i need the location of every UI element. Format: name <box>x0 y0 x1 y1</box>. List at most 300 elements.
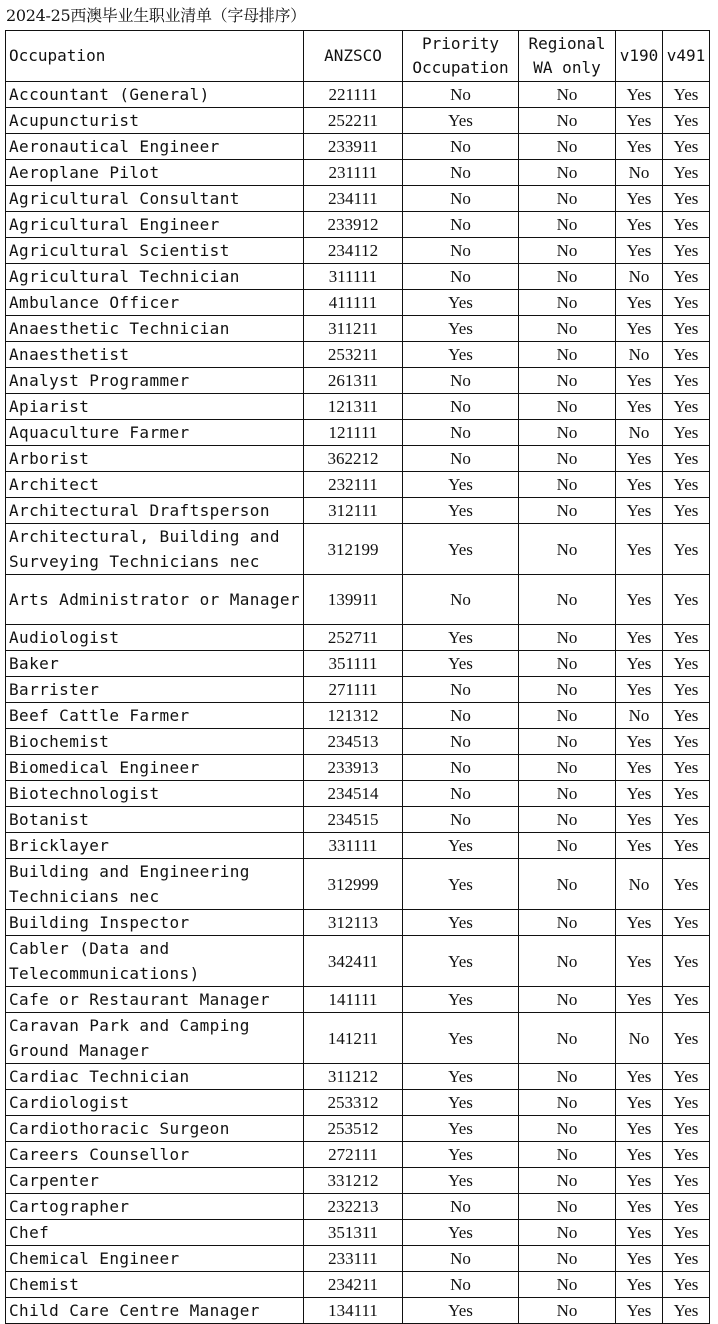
table-row <box>6 1298 710 1324</box>
header-occupation: Occupation <box>6 31 304 82</box>
cell-occupation: Biochemist <box>6 729 304 755</box>
cell-v491: Yes <box>663 910 710 936</box>
cell-priority-occupation: Yes <box>403 316 519 342</box>
cell-anzsco: 411111 <box>304 290 403 316</box>
cell-v190: Yes <box>616 936 663 987</box>
cell-occupation: Agricultural Scientist <box>6 238 304 264</box>
cell-anzsco: 253211 <box>304 342 403 368</box>
cell-v491: Yes <box>663 1116 710 1142</box>
cell-v491: Yes <box>663 134 710 160</box>
cell-v190: No <box>616 160 663 186</box>
cell-anzsco: 232111 <box>304 472 403 498</box>
cell-anzsco: 139911 <box>304 575 403 625</box>
table-row <box>6 498 710 524</box>
cell-v190: Yes <box>616 1064 663 1090</box>
cell-occupation: Caravan Park and Camping Ground Manager <box>6 1013 304 1064</box>
cell-regional-wa-only: No <box>519 703 616 729</box>
cell-occupation: Agricultural Technician <box>6 264 304 290</box>
table-row <box>6 859 710 910</box>
cell-regional-wa-only: No <box>519 625 616 651</box>
table-row <box>6 575 710 625</box>
cell-v491: Yes <box>663 1090 710 1116</box>
table-row <box>6 342 710 368</box>
table-row <box>6 238 710 264</box>
cell-occupation: Biomedical Engineer <box>6 755 304 781</box>
cell-v190: Yes <box>616 316 663 342</box>
cell-regional-wa-only: No <box>519 859 616 910</box>
cell-regional-wa-only: No <box>519 134 616 160</box>
cell-v491: Yes <box>663 936 710 987</box>
cell-occupation: Architectural Draftsperson <box>6 498 304 524</box>
cell-regional-wa-only: No <box>519 677 616 703</box>
table-row <box>6 524 710 575</box>
cell-priority-occupation: Yes <box>403 342 519 368</box>
cell-regional-wa-only: No <box>519 651 616 677</box>
cell-priority-occupation: No <box>403 264 519 290</box>
cell-occupation: Chemist <box>6 1272 304 1298</box>
cell-v190: Yes <box>616 82 663 108</box>
cell-v491: Yes <box>663 82 710 108</box>
cell-v491: Yes <box>663 1272 710 1298</box>
cell-priority-occupation: Yes <box>403 1090 519 1116</box>
cell-anzsco: 121111 <box>304 420 403 446</box>
cell-anzsco: 134111 <box>304 1298 403 1324</box>
cell-occupation: Arborist <box>6 446 304 472</box>
cell-v190: Yes <box>616 729 663 755</box>
cell-anzsco: 221111 <box>304 82 403 108</box>
table-row <box>6 82 710 108</box>
cell-anzsco: 121311 <box>304 394 403 420</box>
cell-v190: Yes <box>616 677 663 703</box>
table-row <box>6 807 710 833</box>
table-row <box>6 160 710 186</box>
cell-anzsco: 233912 <box>304 212 403 238</box>
cell-v491: Yes <box>663 1298 710 1324</box>
table-row <box>6 781 710 807</box>
cell-v491: Yes <box>663 290 710 316</box>
cell-v491: Yes <box>663 316 710 342</box>
cell-anzsco: 271111 <box>304 677 403 703</box>
table-row <box>6 134 710 160</box>
cell-anzsco: 351111 <box>304 651 403 677</box>
cell-anzsco: 311111 <box>304 264 403 290</box>
cell-priority-occupation: No <box>403 394 519 420</box>
cell-regional-wa-only: No <box>519 290 616 316</box>
cell-regional-wa-only: No <box>519 446 616 472</box>
cell-regional-wa-only: No <box>519 1064 616 1090</box>
cell-v491: Yes <box>663 729 710 755</box>
cell-occupation: Architect <box>6 472 304 498</box>
cell-priority-occupation: Yes <box>403 472 519 498</box>
cell-v190: Yes <box>616 134 663 160</box>
cell-v491: Yes <box>663 108 710 134</box>
cell-v491: Yes <box>663 625 710 651</box>
cell-occupation: Bricklayer <box>6 833 304 859</box>
cell-v491: Yes <box>663 1013 710 1064</box>
table-row <box>6 625 710 651</box>
cell-regional-wa-only: No <box>519 1194 616 1220</box>
cell-occupation: Baker <box>6 651 304 677</box>
cell-v491: Yes <box>663 651 710 677</box>
cell-anzsco: 252711 <box>304 625 403 651</box>
table-row <box>6 1168 710 1194</box>
cell-v491: Yes <box>663 1064 710 1090</box>
cell-anzsco: 121312 <box>304 703 403 729</box>
cell-v190: Yes <box>616 755 663 781</box>
cell-priority-occupation: Yes <box>403 498 519 524</box>
cell-priority-occupation: Yes <box>403 1142 519 1168</box>
cell-anzsco: 312199 <box>304 524 403 575</box>
cell-occupation: Apiarist <box>6 394 304 420</box>
cell-anzsco: 312113 <box>304 910 403 936</box>
cell-v190: Yes <box>616 524 663 575</box>
cell-priority-occupation: No <box>403 729 519 755</box>
cell-priority-occupation: No <box>403 82 519 108</box>
cell-v190: Yes <box>616 910 663 936</box>
cell-priority-occupation: No <box>403 1194 519 1220</box>
cell-v190: Yes <box>616 1142 663 1168</box>
cell-regional-wa-only: No <box>519 82 616 108</box>
cell-regional-wa-only: No <box>519 1272 616 1298</box>
cell-regional-wa-only: No <box>519 186 616 212</box>
cell-regional-wa-only: No <box>519 212 616 238</box>
cell-priority-occupation: Yes <box>403 987 519 1013</box>
cell-v491: Yes <box>663 807 710 833</box>
cell-occupation: Barrister <box>6 677 304 703</box>
cell-priority-occupation: No <box>403 134 519 160</box>
cell-priority-occupation: Yes <box>403 651 519 677</box>
cell-regional-wa-only: No <box>519 729 616 755</box>
cell-anzsco: 272111 <box>304 1142 403 1168</box>
cell-anzsco: 311211 <box>304 316 403 342</box>
cell-regional-wa-only: No <box>519 1116 616 1142</box>
cell-regional-wa-only: No <box>519 264 616 290</box>
cell-v190: Yes <box>616 1246 663 1272</box>
cell-priority-occupation: Yes <box>403 1298 519 1324</box>
table-row <box>6 703 710 729</box>
cell-occupation: Botanist <box>6 807 304 833</box>
cell-occupation: Acupuncturist <box>6 108 304 134</box>
cell-occupation: Arts Administrator or Manager <box>6 575 304 625</box>
header-regional-wa-only: Regional WA only <box>519 31 616 82</box>
cell-anzsco: 233111 <box>304 1246 403 1272</box>
header-priority-occupation: Priority Occupation <box>403 31 519 82</box>
cell-regional-wa-only: No <box>519 1168 616 1194</box>
cell-regional-wa-only: No <box>519 342 616 368</box>
cell-anzsco: 234211 <box>304 1272 403 1298</box>
page-title: 2024-25西澳毕业生职业清单（字母排序） <box>6 6 306 25</box>
cell-v491: Yes <box>663 755 710 781</box>
cell-anzsco: 232213 <box>304 1194 403 1220</box>
header-anzsco: ANZSCO <box>304 31 403 82</box>
cell-anzsco: 141111 <box>304 987 403 1013</box>
cell-v491: Yes <box>663 524 710 575</box>
header-v190: v190 <box>616 31 663 82</box>
cell-priority-occupation: Yes <box>403 859 519 910</box>
cell-anzsco: 253512 <box>304 1116 403 1142</box>
cell-v491: Yes <box>663 859 710 910</box>
cell-regional-wa-only: No <box>519 420 616 446</box>
cell-occupation: Architectural, Building and Surveying Technicians nec <box>6 524 304 575</box>
cell-v491: Yes <box>663 238 710 264</box>
cell-priority-occupation: No <box>403 1272 519 1298</box>
cell-v190: Yes <box>616 1220 663 1246</box>
cell-v190: Yes <box>616 394 663 420</box>
cell-v491: Yes <box>663 342 710 368</box>
cell-v190: Yes <box>616 987 663 1013</box>
cell-v491: Yes <box>663 160 710 186</box>
cell-occupation: Ambulance Officer <box>6 290 304 316</box>
cell-anzsco: 231111 <box>304 160 403 186</box>
cell-anzsco: 331212 <box>304 1168 403 1194</box>
cell-regional-wa-only: No <box>519 1246 616 1272</box>
cell-occupation: Agricultural Consultant <box>6 186 304 212</box>
table-row <box>6 677 710 703</box>
table-row <box>6 910 710 936</box>
cell-priority-occupation: No <box>403 781 519 807</box>
cell-priority-occupation: No <box>403 446 519 472</box>
cell-regional-wa-only: No <box>519 160 616 186</box>
cell-anzsco: 252211 <box>304 108 403 134</box>
cell-regional-wa-only: No <box>519 1142 616 1168</box>
table-row <box>6 446 710 472</box>
cell-anzsco: 351311 <box>304 1220 403 1246</box>
cell-v190: No <box>616 264 663 290</box>
cell-anzsco: 234514 <box>304 781 403 807</box>
cell-v491: Yes <box>663 1246 710 1272</box>
cell-priority-occupation: Yes <box>403 936 519 987</box>
cell-regional-wa-only: No <box>519 807 616 833</box>
cell-priority-occupation: No <box>403 703 519 729</box>
table-row <box>6 755 710 781</box>
cell-occupation: Biotechnologist <box>6 781 304 807</box>
cell-priority-occupation: Yes <box>403 524 519 575</box>
cell-anzsco: 331111 <box>304 833 403 859</box>
table-row <box>6 212 710 238</box>
table-row <box>6 1194 710 1220</box>
cell-anzsco: 141211 <box>304 1013 403 1064</box>
cell-v190: Yes <box>616 1116 663 1142</box>
cell-priority-occupation: Yes <box>403 1064 519 1090</box>
cell-occupation: Building Inspector <box>6 910 304 936</box>
cell-v491: Yes <box>663 677 710 703</box>
cell-occupation: Building and Engineering Technicians nec <box>6 859 304 910</box>
cell-regional-wa-only: No <box>519 316 616 342</box>
cell-anzsco: 362212 <box>304 446 403 472</box>
table-row <box>6 316 710 342</box>
cell-occupation: Beef Cattle Farmer <box>6 703 304 729</box>
table-row <box>6 472 710 498</box>
cell-priority-occupation: Yes <box>403 1116 519 1142</box>
cell-regional-wa-only: No <box>519 833 616 859</box>
cell-v491: Yes <box>663 420 710 446</box>
cell-v491: Yes <box>663 1220 710 1246</box>
cell-anzsco: 234112 <box>304 238 403 264</box>
occupation-table <box>5 30 710 1324</box>
cell-priority-occupation: Yes <box>403 108 519 134</box>
table-row <box>6 987 710 1013</box>
cell-v491: Yes <box>663 498 710 524</box>
cell-v491: Yes <box>663 833 710 859</box>
cell-regional-wa-only: No <box>519 1298 616 1324</box>
cell-anzsco: 312111 <box>304 498 403 524</box>
table-row <box>6 1246 710 1272</box>
cell-occupation: Cardiac Technician <box>6 1064 304 1090</box>
cell-anzsco: 311212 <box>304 1064 403 1090</box>
cell-v190: No <box>616 342 663 368</box>
cell-regional-wa-only: No <box>519 238 616 264</box>
cell-anzsco: 261311 <box>304 368 403 394</box>
cell-v190: Yes <box>616 108 663 134</box>
cell-occupation: Chemical Engineer <box>6 1246 304 1272</box>
cell-v190: Yes <box>616 651 663 677</box>
cell-v190: No <box>616 420 663 446</box>
cell-v190: Yes <box>616 212 663 238</box>
cell-anzsco: 342411 <box>304 936 403 987</box>
cell-v491: Yes <box>663 394 710 420</box>
cell-priority-occupation: No <box>403 186 519 212</box>
cell-occupation: Agricultural Engineer <box>6 212 304 238</box>
table-row <box>6 1013 710 1064</box>
cell-priority-occupation: Yes <box>403 1168 519 1194</box>
cell-v190: Yes <box>616 1090 663 1116</box>
cell-priority-occupation: No <box>403 807 519 833</box>
table-row <box>6 1220 710 1246</box>
cell-occupation: Accountant (General) <box>6 82 304 108</box>
cell-regional-wa-only: No <box>519 1220 616 1246</box>
cell-v491: Yes <box>663 575 710 625</box>
table-row <box>6 1090 710 1116</box>
cell-occupation: Cardiologist <box>6 1090 304 1116</box>
cell-v491: Yes <box>663 264 710 290</box>
cell-anzsco: 233913 <box>304 755 403 781</box>
cell-anzsco: 234513 <box>304 729 403 755</box>
table-row <box>6 290 710 316</box>
table-row <box>6 936 710 987</box>
table-row <box>6 394 710 420</box>
cell-v190: Yes <box>616 625 663 651</box>
cell-anzsco: 234515 <box>304 807 403 833</box>
cell-occupation: Cartographer <box>6 1194 304 1220</box>
cell-occupation: Cardiothoracic Surgeon <box>6 1116 304 1142</box>
cell-regional-wa-only: No <box>519 108 616 134</box>
cell-v190: Yes <box>616 781 663 807</box>
cell-v190: Yes <box>616 290 663 316</box>
cell-v491: Yes <box>663 1142 710 1168</box>
cell-priority-occupation: No <box>403 575 519 625</box>
cell-priority-occupation: No <box>403 420 519 446</box>
cell-occupation: Audiologist <box>6 625 304 651</box>
cell-regional-wa-only: No <box>519 472 616 498</box>
cell-v491: Yes <box>663 781 710 807</box>
cell-occupation: Cafe or Restaurant Manager <box>6 987 304 1013</box>
cell-v491: Yes <box>663 186 710 212</box>
cell-v190: Yes <box>616 1194 663 1220</box>
cell-v190: Yes <box>616 498 663 524</box>
cell-v190: Yes <box>616 1168 663 1194</box>
cell-priority-occupation: No <box>403 755 519 781</box>
table-row <box>6 729 710 755</box>
cell-occupation: Aquaculture Farmer <box>6 420 304 446</box>
cell-occupation: Child Care Centre Manager <box>6 1298 304 1324</box>
cell-priority-occupation: No <box>403 238 519 264</box>
cell-regional-wa-only: No <box>519 498 616 524</box>
cell-priority-occupation: Yes <box>403 290 519 316</box>
table-row <box>6 420 710 446</box>
table-header-row <box>6 31 710 82</box>
cell-regional-wa-only: No <box>519 987 616 1013</box>
table-row <box>6 264 710 290</box>
cell-priority-occupation: Yes <box>403 833 519 859</box>
cell-v190: No <box>616 859 663 910</box>
cell-priority-occupation: Yes <box>403 1013 519 1064</box>
cell-priority-occupation: Yes <box>403 1220 519 1246</box>
cell-v190: Yes <box>616 833 663 859</box>
cell-regional-wa-only: No <box>519 524 616 575</box>
cell-regional-wa-only: No <box>519 936 616 987</box>
cell-anzsco: 312999 <box>304 859 403 910</box>
table-row <box>6 1142 710 1168</box>
table-row <box>6 186 710 212</box>
cell-v190: No <box>616 1013 663 1064</box>
table-row <box>6 651 710 677</box>
cell-v190: Yes <box>616 186 663 212</box>
cell-v491: Yes <box>663 703 710 729</box>
cell-v190: No <box>616 703 663 729</box>
cell-occupation: Analyst Programmer <box>6 368 304 394</box>
cell-v190: Yes <box>616 1298 663 1324</box>
header-v491: v491 <box>663 31 710 82</box>
cell-v190: Yes <box>616 575 663 625</box>
cell-occupation: Aeroplane Pilot <box>6 160 304 186</box>
cell-regional-wa-only: No <box>519 368 616 394</box>
cell-regional-wa-only: No <box>519 575 616 625</box>
cell-v190: Yes <box>616 446 663 472</box>
table-row <box>6 1064 710 1090</box>
cell-priority-occupation: Yes <box>403 910 519 936</box>
cell-regional-wa-only: No <box>519 1013 616 1064</box>
cell-priority-occupation: No <box>403 160 519 186</box>
table-row <box>6 108 710 134</box>
cell-regional-wa-only: No <box>519 910 616 936</box>
cell-priority-occupation: Yes <box>403 625 519 651</box>
table-row <box>6 833 710 859</box>
cell-v190: Yes <box>616 238 663 264</box>
cell-priority-occupation: No <box>403 1246 519 1272</box>
table-body <box>6 82 710 1324</box>
cell-occupation: Cabler (Data and Telecommunications) <box>6 936 304 987</box>
cell-v190: Yes <box>616 472 663 498</box>
cell-regional-wa-only: No <box>519 755 616 781</box>
cell-v491: Yes <box>663 212 710 238</box>
cell-regional-wa-only: No <box>519 781 616 807</box>
cell-occupation: Carpenter <box>6 1168 304 1194</box>
cell-v190: Yes <box>616 368 663 394</box>
cell-v491: Yes <box>663 1194 710 1220</box>
cell-v190: Yes <box>616 1272 663 1298</box>
table-row <box>6 1116 710 1142</box>
cell-regional-wa-only: No <box>519 1090 616 1116</box>
cell-occupation: Anaesthetist <box>6 342 304 368</box>
cell-v491: Yes <box>663 472 710 498</box>
cell-occupation: Careers Counsellor <box>6 1142 304 1168</box>
cell-v491: Yes <box>663 368 710 394</box>
cell-anzsco: 233911 <box>304 134 403 160</box>
cell-occupation: Chef <box>6 1220 304 1246</box>
cell-occupation: Anaesthetic Technician <box>6 316 304 342</box>
cell-v491: Yes <box>663 987 710 1013</box>
cell-anzsco: 253312 <box>304 1090 403 1116</box>
